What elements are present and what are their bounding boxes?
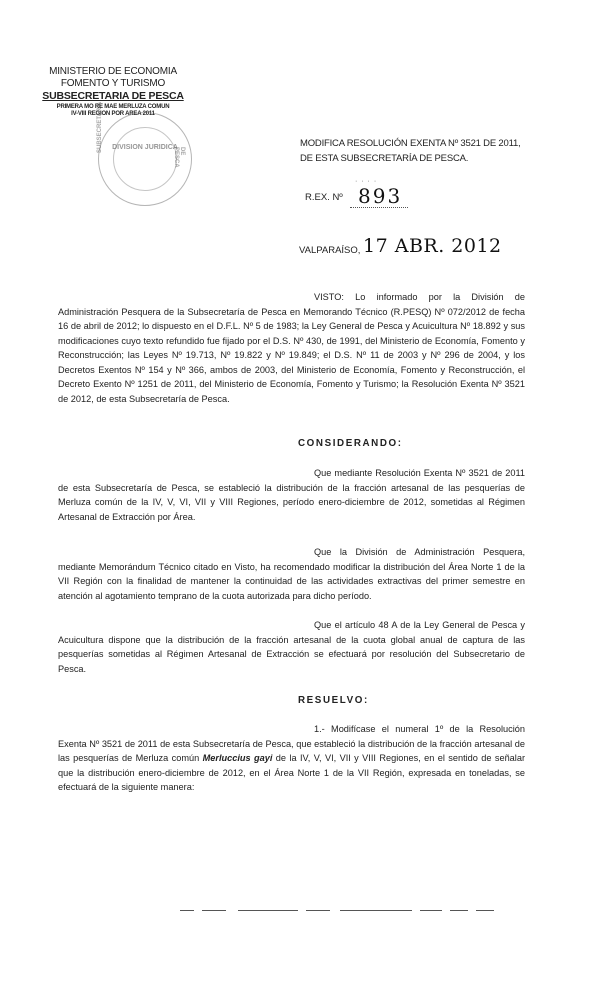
- subject-line-1: MODIFICA RESOLUCIÓN EXENTA Nº 3521 DE 2011,: [300, 138, 521, 149]
- considerando-paragraph-2: [58, 545, 525, 603]
- rex-number: 893: [358, 184, 403, 208]
- footer-signature-dashes: [180, 910, 500, 912]
- letterhead-ref-line1: PRIMERA MO RE MAE MERLUZA COMUN: [56, 104, 170, 110]
- letterhead-subsecretaria: SUBSECRETARIA DE PESCA: [42, 90, 184, 102]
- considerando-p3-text: Que el artículo 48 A de la Ley General de Pesca y Acuicultura dispone que la distribución de la fracción artesanal de la cuota global anual de captura de las pesquerías sometidas al Régimen Artesanal de Extracción se efectuará por resolución del Subsecretario de Pesca.: [58, 620, 525, 674]
- species-name: Merluccius gayi: [202, 753, 273, 763]
- resuelvo-p1-text-before: 1.- Modifícase el numeral 1º de la Resolución Exenta Nº 3521 de 2011 de esta Subsecretaría de Pesca, que estableció la distribución de la fracción artesanal de las pesquerías de Merluza común: [58, 724, 525, 763]
- visto-paragraph: [58, 290, 525, 406]
- visto-text: Lo informado por la División de Administración Pesquera de la Subsecretaría de Pesca en Memorando Técnico (R.PESQ) Nº 072/2012 de fecha 16 de abril de 2012; lo dispuesto en el D.F.L. Nº 5 de 1983; la Ley General de Pesca y Acuicultura Nº 18.892 y sus modificaciones cuyo texto refundido fue fijado por el D.S. Nº 430, de 1991, del Ministerio de Economía, Fomento y Reconstrucción; las Leyes Nº 19.713, Nº 19.822 y Nº 19.849; el D.S. Nº 11 de 2003 y Nº 296 de 2004, y los Decretos Exentos Nº 154 y Nº 366, ambos de 2003, del Ministerio de Economía, Fomento y Reconstrucción, el Decreto Exento Nº 1251 de 2011, del Ministerio de Economía, Fomento y Turismo; la Resolución Exenta Nº 3521 de 2012, de esta Subsecretaría de Pesca.: [58, 292, 526, 404]
- resolution-date: 17 ABR. 2012: [363, 235, 502, 257]
- considerando-heading: CONSIDERANDO:: [298, 438, 403, 449]
- stamp-arc-left: SUBSECRETARIA: [97, 101, 103, 153]
- considerando-paragraph-1: [58, 466, 525, 524]
- rex-number-underline: [350, 207, 408, 208]
- letterhead-ministry: MINISTERIO DE ECONOMIA: [49, 66, 177, 77]
- stamp-text: DIVISION JURIDICA: [112, 144, 178, 151]
- rex-label: R.EX. Nº: [305, 192, 343, 203]
- resuelvo-p1-text-after: de la IV, V, VI, VII y VIII Regiones, en el sentido de señalar que la distribución enero-diciembre de 2012, en el Área Norte 1 de la VII Región, expresada en toneladas, se efectuará de la siguiente manera:: [58, 753, 526, 792]
- considerando-p2-text: Que la División de Administración Pesquera, mediante Memorándum Técnico citado en Visto, ha recomendado modificar la distribución del Área Norte 1 de la VII Región con la finalidad de mantener la continuidad de las actividades extractivas del primer semestre en atención al agotamiento temprano de la cuota autorizada para dicho período.: [58, 547, 525, 601]
- letterhead-ministry-sub: FOMENTO Y TURISMO: [60, 78, 166, 89]
- considerando-paragraph-3: [58, 618, 525, 676]
- subject-line-2: DE ESTA SUBSECRETARÍA DE PESCA.: [300, 153, 469, 164]
- resuelvo-heading: RESUELVO:: [298, 695, 369, 706]
- visto-label: VISTO:: [314, 292, 344, 302]
- rex-number-dots: · · · ·: [355, 178, 378, 185]
- stamp-arc-right: DE PESCA: [173, 147, 185, 168]
- resuelvo-paragraph-1: [58, 722, 525, 795]
- place-label: VALPARAÍSO,: [299, 245, 361, 256]
- letterhead-ref-line2: IV-VIII REGION POR AREA 2011: [71, 111, 155, 117]
- considerando-p1-text: Que mediante Resolución Exenta Nº 3521 de 2011 de esta Subsecretaría de Pesca, se estableció la distribución de la fracción artesanal de las pesquerías de Merluza común de la IV, V, VI, VII y VIII Regiones, período enero-diciembre de 2012, sometidas al Régimen Artesanal de Extracción por Área.: [58, 468, 525, 522]
- stamp-inner-ring: [113, 127, 177, 191]
- subject-block: [300, 136, 550, 166]
- letterhead: [28, 66, 198, 118]
